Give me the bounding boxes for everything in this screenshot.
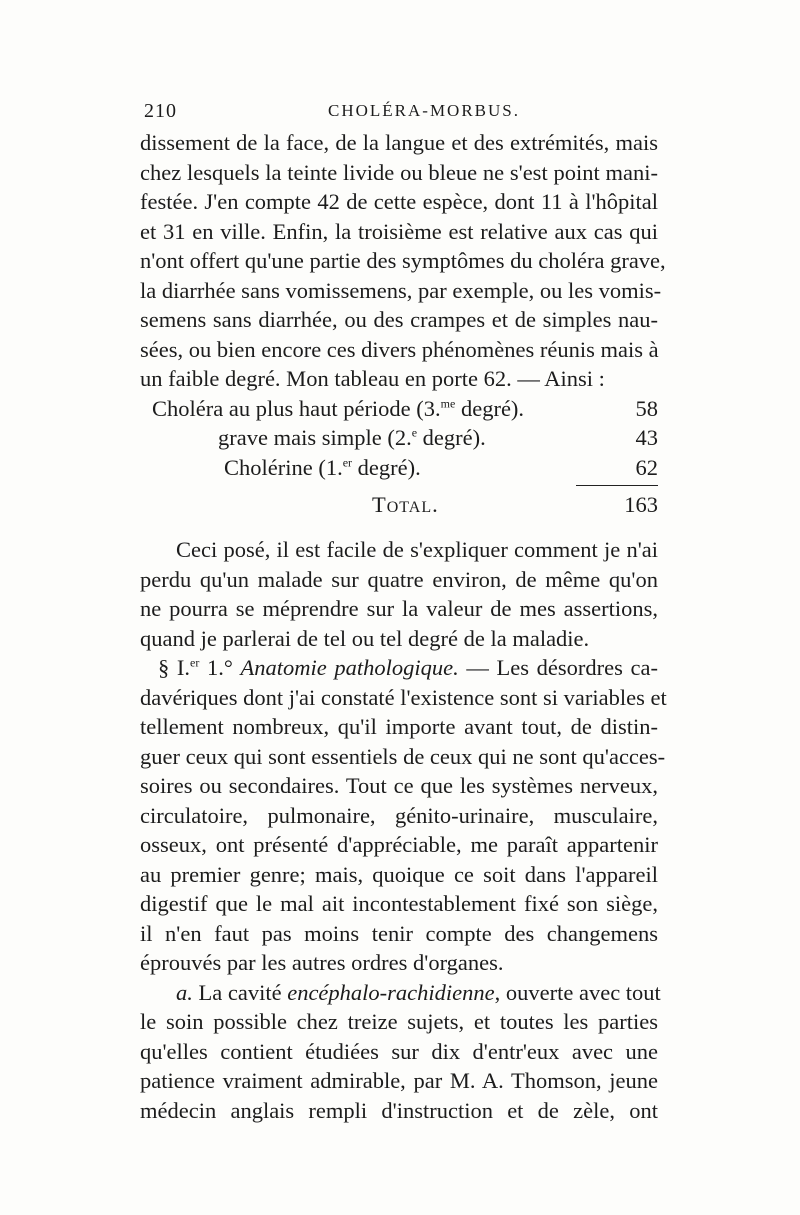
total-rule: [576, 485, 658, 486]
row-value: 58: [635, 395, 658, 421]
text-line: soires ou secondaires. Tout ce que les systèmes nerveux,: [140, 773, 658, 798]
text-line: davériques dont j'ai constaté l'existence sont si variables et: [140, 684, 667, 710]
row-value: 62: [635, 454, 658, 480]
text-line: circulatoire, pulmonaire, génito-urinaire, musculaire,: [140, 802, 658, 828]
text-line: n'ont offert qu'une partie des symptômes du choléra grave,: [140, 248, 666, 273]
table-total-row: [140, 482, 658, 518]
table-row: [140, 453, 658, 483]
degree-table: [140, 394, 658, 519]
row-label: grave mais simple (2.$^e$ degré).: [218, 425, 486, 450]
subsection-term: encéphalo-rachidienne: [287, 979, 495, 1005]
row-value: 43: [635, 425, 658, 450]
row-label: Choléra au plus haut période (3.$^{me}$ degré).: [152, 395, 525, 421]
text-line: la diarrhée sans vomissemens, par exemple, ou les vomis-: [140, 277, 662, 303]
text-line: quand je parlerai de tel ou tel degré de la maladie.: [140, 625, 590, 651]
text-line: semens sans diarrhée, ou des crampes et de simples nau-: [140, 307, 658, 332]
text-line: ne pourra se méprendre sur la valeur de mes assertions,: [140, 596, 658, 621]
section-mark: § I.: [158, 655, 191, 680]
table-row: [140, 423, 658, 453]
text-line: digestif que le mal ait incontestablement fixé son siège,: [140, 891, 658, 916]
text-line: perdu qu'un malade sur quatre environ, de même qu'on: [140, 566, 658, 592]
row-label: Cholérine (1.$^{er}$ degré).: [224, 454, 421, 480]
text-line: et 31 en ville. Enfin, la troisième est relative aux cas qui: [140, 218, 658, 244]
text-line: tellement nombreux, qu'il importe avant tout, de distin-: [140, 714, 658, 739]
table-row: [140, 394, 658, 424]
text-line: éprouvés par les autres ordres d'organes.: [140, 950, 504, 975]
section-heading-line: § I.$^{er}$ 1.° Anatomie pathologique. — Les désordres ca-: [158, 655, 658, 680]
text-line: médecin anglais rempli d'instruction et de zèle, ont: [140, 1097, 658, 1123]
text-line: un faible degré. Mon tableau en porte 62. — Ainsi :: [140, 366, 605, 391]
text-line: festée. J'en compte 42 de cette espèce, dont 11 à l'hôpital: [140, 189, 658, 214]
total-label: Total.: [372, 492, 439, 517]
text-line: le soin possible chez treize sujets, et toutes les parties: [140, 1009, 658, 1034]
text-line: guer ceux qui sont essentiels de ceux qui ne sont qu'acces-: [140, 743, 666, 769]
text-line: osseux, ont présenté d'appréciable, me paraît appartenir: [140, 832, 658, 857]
section-title: Anatomie pathologique.: [240, 655, 459, 680]
subsection-line: a. La cavité encéphalo-rachidienne, ouverte avec tout: [176, 979, 661, 1005]
running-title: CHOLÉRA-MORBUS.: [328, 101, 520, 120]
text-line: dissement de la face, de la langue et des extrémités, mais: [140, 130, 658, 155]
text-line: au premier genre; mais, quoique ce soit dans l'appareil: [140, 861, 658, 887]
text-line: chez lesquels la teinte livide ou bleue ne s'est point mani-: [140, 159, 658, 185]
text-line: Ceci posé, il est facile de s'expliquer comment je n'ai: [176, 537, 658, 562]
page-number: 210: [144, 100, 177, 122]
body-text: [140, 128, 667, 1125]
text-line: sées, ou bien encore ces divers phénomènes réunis mais à: [140, 336, 659, 362]
text-line: qu'elles contient étudiées sur dix d'entr'eux avec une: [140, 1038, 658, 1064]
page-header: [138, 100, 658, 130]
total-value: 163: [624, 492, 658, 517]
text-line: patience vraiment admirable, par M. A. Thomson, jeune: [140, 1068, 658, 1093]
subsection-letter: a.: [176, 979, 193, 1005]
text-line: il n'en faut pas moins tenir compte des changemens: [140, 920, 658, 946]
